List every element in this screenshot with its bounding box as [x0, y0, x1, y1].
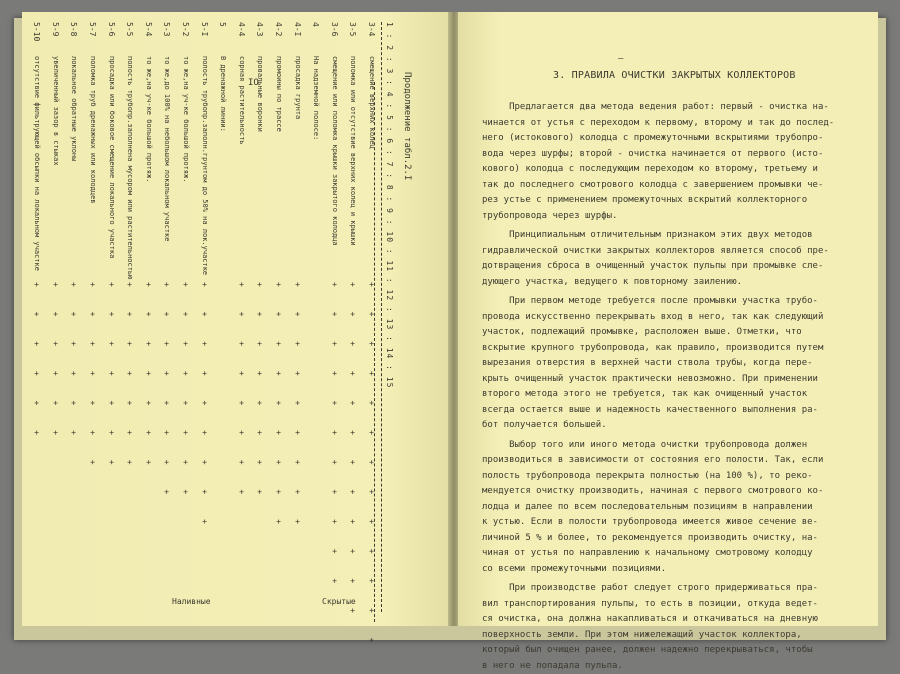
row-marks: + + + + + + +: [144, 282, 153, 475]
text-line: трубопровода через шурфы.: [482, 209, 858, 225]
row-marks: + + + + + + +: [107, 282, 116, 475]
right-page: [458, 12, 878, 626]
table-row: [235, 22, 246, 612]
row-label: то же,на уч-ке большой протяж.: [182, 56, 190, 196]
row-label: поломка труб дренажных или колодцев: [89, 56, 97, 196]
table-row: [328, 22, 339, 612]
text-line: бот получается большей.: [482, 418, 858, 434]
row-code: 5-4: [144, 22, 153, 36]
table-caption: Продолжение табл.2.I: [402, 72, 412, 180]
table-row: [160, 22, 171, 612]
row-marks: + + + + + + + + +: [200, 282, 209, 534]
row-marks: + + + + + + + +: [237, 282, 246, 504]
row-label: увеличенный зазор в стыках: [52, 56, 60, 196]
row-label: провальные воронки: [256, 56, 264, 196]
paragraph: [482, 100, 858, 224]
table-row: [253, 22, 264, 612]
paragraph: [482, 228, 858, 290]
table-row: [86, 22, 97, 612]
row-code: 5: [218, 22, 227, 27]
table-row: [272, 22, 283, 612]
left-page: [22, 12, 450, 626]
row-label: отсутствие фильтрующей обсыпки на локальном участке: [33, 56, 41, 196]
row-label: В дренажной линии:: [219, 56, 227, 196]
row-label: полость трубопр.заполн.грунтом до 50% на лок.участке: [201, 56, 209, 196]
row-marks: + + + + + + + +: [181, 282, 190, 504]
text-line: Предлагается два метода ведения работ: первый - очистка на-: [482, 100, 858, 116]
row-label: то же,до 100% на небольшом локальном участке: [163, 56, 171, 196]
text-line: поверхность земли. При этом нижележащий участок коллектора,: [482, 628, 858, 644]
text-line: дующего участка, ведущего к повторному заилению.: [482, 275, 858, 291]
side-label-naliv: Наливные: [172, 597, 211, 606]
section-title: [553, 70, 796, 81]
rotated-table: [16, 22, 412, 612]
row-marks: + + + + + + + +: [162, 282, 171, 504]
text-line: мендуется очистку производить, начиная с первого смотрового ко-: [482, 484, 858, 500]
row-code: 5-10: [32, 22, 41, 41]
text-line: Принципиальным отличительным признаком этих двух методов: [482, 228, 858, 244]
page-number: IO: [248, 78, 259, 88]
table-row: [49, 22, 60, 612]
row-marks: + + + + + + + +: [255, 282, 264, 504]
text-line: со всеми промежуточными позициями.: [482, 562, 858, 578]
paragraph: [482, 294, 858, 434]
table-row: [123, 22, 134, 612]
text-line: второго метода этого не требуется, так как очищенный участок: [482, 387, 858, 403]
paragraph: [482, 581, 858, 674]
text-line: Выбор того или иного метода очистки трубопровода должен: [482, 438, 858, 454]
table-row: [105, 22, 116, 612]
row-label: то же,на уч-ке большой протяж.: [145, 56, 153, 196]
header-dash: —: [618, 54, 623, 64]
text-line: рез устье с применением промежуточных вскрытий коллекторного: [482, 193, 858, 209]
row-code: 5-6: [107, 22, 116, 36]
row-marks: + + + + + + +: [125, 282, 134, 475]
text-line: При первом методе требуется после промывки участка трубо-: [482, 294, 858, 310]
row-label: сорная растительность: [238, 56, 246, 196]
row-label: смещение верхних колец: [368, 56, 376, 196]
row-label: просадка или боковое смещение локального участка: [108, 56, 116, 196]
row-code: 4-4: [237, 22, 246, 36]
text-line: кового) колодца с последующим переходом ко второму, третьему и: [482, 162, 858, 178]
row-marks: + + + + + + + + + + +: [330, 282, 339, 593]
row-code: 3-4: [367, 22, 376, 36]
table-row: [198, 22, 209, 612]
row-label: На надземной полосе:: [312, 56, 320, 196]
text-line: дотвращения сброса в очищенный участок пульпы при промывке сле-: [482, 259, 858, 275]
text-line: провода искусственно перекрывать вход в него, так как следующий: [482, 310, 858, 326]
text-line: ся очистка, она должна накапливаться и откачиваться на дневную: [482, 612, 858, 628]
row-code: 3-6: [330, 22, 339, 36]
text-line: вырезания отверстия в верхней части ствола трубы, когда пере-: [482, 356, 858, 372]
text-line: крыть очищенный участок практически невозможно. При применении: [482, 372, 858, 388]
paragraph: [482, 438, 858, 578]
row-code: 4-2: [274, 22, 283, 36]
column-number-header: 1 : 2 : 3 : 4 : 5 : 6 : 7 : 8 : 9 : 10 : 11 : 12 : 13 : 14 : 15: [385, 22, 394, 388]
row-code: 5-7: [88, 22, 97, 36]
row-code: 4: [311, 22, 320, 27]
row-marks: + + + + + + + + +: [274, 282, 283, 534]
table-row: [67, 22, 78, 612]
row-marks: + + + + + + + + + + + +: [348, 282, 357, 623]
table-row: [30, 22, 41, 612]
text-line: производиться в зависимости от состояния его полости. Так, если: [482, 453, 858, 469]
section-title-text: 3. ПРАВИЛА ОЧИСТКИ ЗАКРЫТЫХ КОЛЛЕКТОРОВ: [553, 70, 796, 81]
row-label: просадка грунта: [294, 56, 302, 196]
table-row: [309, 22, 320, 612]
table-rule: [381, 22, 382, 612]
row-code: 5-3: [162, 22, 171, 36]
row-label: локальное обратные уклоны: [70, 56, 78, 196]
table-row: [291, 22, 302, 612]
text-line: чиная от устья по направлению к начальному смотровому колодцу: [482, 546, 858, 562]
text-line: При производстве работ следует строго придерживаться пра-: [482, 581, 858, 597]
text-line: него (истокового) колодца с промежуточными вскрытиями трубопро-: [482, 131, 858, 147]
row-code: 5-I: [200, 22, 209, 36]
text-line: всегда остается выше и надежность качественного выполнения ра-: [482, 403, 858, 419]
row-label: полость трубопр.заполнена мусором или растительностью: [126, 56, 134, 196]
table-row: [142, 22, 153, 612]
text-line: вскрытие крупного трубопровода, как правило, производится путем: [482, 341, 858, 357]
row-code: 5-5: [125, 22, 134, 36]
text-line: вода через шурфы; второй - очистка начинается от первого (исто-: [482, 147, 858, 163]
side-label-skryt: Скрытые: [322, 597, 356, 606]
text-line: гидравлической очистки закрытых коллекторов является способ пре-: [482, 244, 858, 260]
table-column-divider: [374, 82, 375, 622]
row-marks: + + + + + + +: [88, 282, 97, 475]
row-label: промоины по трассе: [275, 56, 283, 196]
text-line: участок, подлежащий промывке, расположен выше. Отметки, что: [482, 325, 858, 341]
table-row: [346, 22, 357, 612]
text-line: личиной 5 % и более, то рекомендуется производить очистку, на-: [482, 531, 858, 547]
text-line: вил транспортирования пульпы, то есть в позиции, откуда ведет-: [482, 597, 858, 613]
row-marks: + + + + + + + + + + + + +: [367, 282, 376, 652]
row-code: 4-3: [255, 22, 264, 36]
table-row: [216, 22, 227, 612]
text-line: лодца и далее по всем последовательным позициям в направлении: [482, 500, 858, 516]
text-line: так до последнего смотрового колодца с завершением промывки че-: [482, 178, 858, 194]
text-line: полость трубопровода перекрыта полностью (на 100 %), то реко-: [482, 469, 858, 485]
row-code: 5-9: [51, 22, 60, 36]
row-marks: + + + + + +: [32, 282, 41, 445]
row-label: поломка или отсутствие верхних колец и крышки: [349, 56, 357, 196]
row-marks: + + + + + +: [69, 282, 78, 445]
row-code: 3-5: [348, 22, 357, 36]
row-marks: + + + + + +: [51, 282, 60, 445]
row-code: 4-I: [293, 22, 302, 36]
row-code: 5-2: [181, 22, 190, 36]
text-line: к устью. Если в полости трубопровода имеется живое сечение ве-: [482, 515, 858, 531]
row-label: смещение или поломка крышки закрытого колодца: [331, 56, 339, 196]
row-code: 5-8: [69, 22, 78, 36]
text-line: в него не попадала пульпа.: [482, 659, 858, 674]
table-row: [179, 22, 190, 612]
row-marks: + + + + + + + + +: [293, 282, 302, 534]
text-line: чинается от устья с переходом к первому, второму и так до послед-: [482, 116, 858, 132]
text-line: который был очищен ранее, должен надежно перекрываться, чтобы: [482, 643, 858, 659]
